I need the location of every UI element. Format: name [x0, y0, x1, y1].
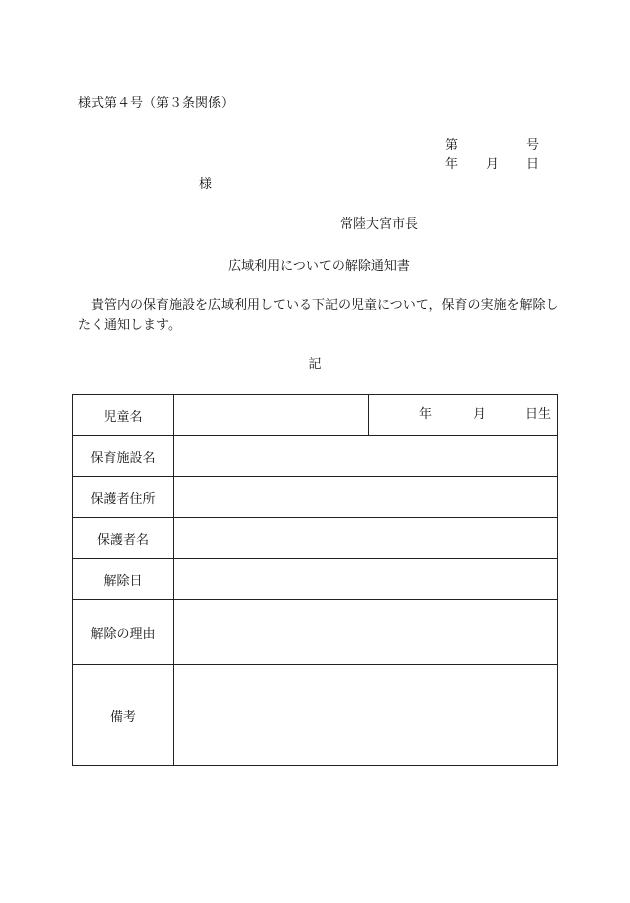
form-number: 様式第４号（第３条関係）	[78, 96, 235, 111]
table-row-guardian-address	[73, 477, 558, 518]
cancel-date-label: 解除日	[73, 559, 174, 600]
table-row-cancel-reason	[73, 600, 558, 665]
child-name-label: 児童名	[73, 395, 174, 436]
date-of-birth-field[interactable]	[369, 395, 558, 436]
dob-day-label: 日生	[525, 407, 552, 422]
dob-month-label: 月	[473, 407, 487, 422]
guardian-address-label: 保護者住所	[73, 477, 174, 518]
table-row-child-name	[73, 395, 558, 436]
remarks-field[interactable]	[174, 665, 558, 766]
cancel-date-field[interactable]	[174, 559, 558, 600]
remarks-label: 備考	[73, 665, 174, 766]
table-row-remarks	[73, 665, 558, 766]
table-row-cancel-date	[73, 559, 558, 600]
dob-year-label: 年	[419, 407, 433, 422]
table-row-facility	[73, 436, 558, 477]
date-month-label: 月	[486, 157, 500, 172]
child-name-field[interactable]	[174, 395, 369, 436]
facility-name-label: 保育施設名	[73, 436, 174, 477]
addressee-honorific: 様	[199, 177, 213, 192]
guardian-address-field[interactable]	[174, 477, 558, 518]
document-number-suffix: 号	[526, 138, 540, 153]
facility-name-field[interactable]	[174, 436, 558, 477]
date-year-label: 年	[445, 157, 459, 172]
date-day-label: 日	[526, 157, 540, 172]
guardian-name-field[interactable]	[174, 518, 558, 559]
document-number-label: 第	[445, 138, 459, 153]
child-info-table	[72, 394, 558, 766]
ki-heading: 記	[308, 357, 322, 372]
cancel-reason-label: 解除の理由	[73, 600, 174, 665]
cancel-reason-field[interactable]	[174, 600, 558, 665]
body-paragraph: 貴管内の保育施設を広域利用している下記の児童について，保育の実施を解除したく通知します。	[78, 298, 559, 333]
table-row-guardian-name	[73, 518, 558, 559]
guardian-name-label: 保護者名	[73, 518, 174, 559]
issuer-name: 常陸大宮市長	[340, 217, 419, 232]
document-title: 広域利用についての解除通知書	[228, 259, 410, 274]
